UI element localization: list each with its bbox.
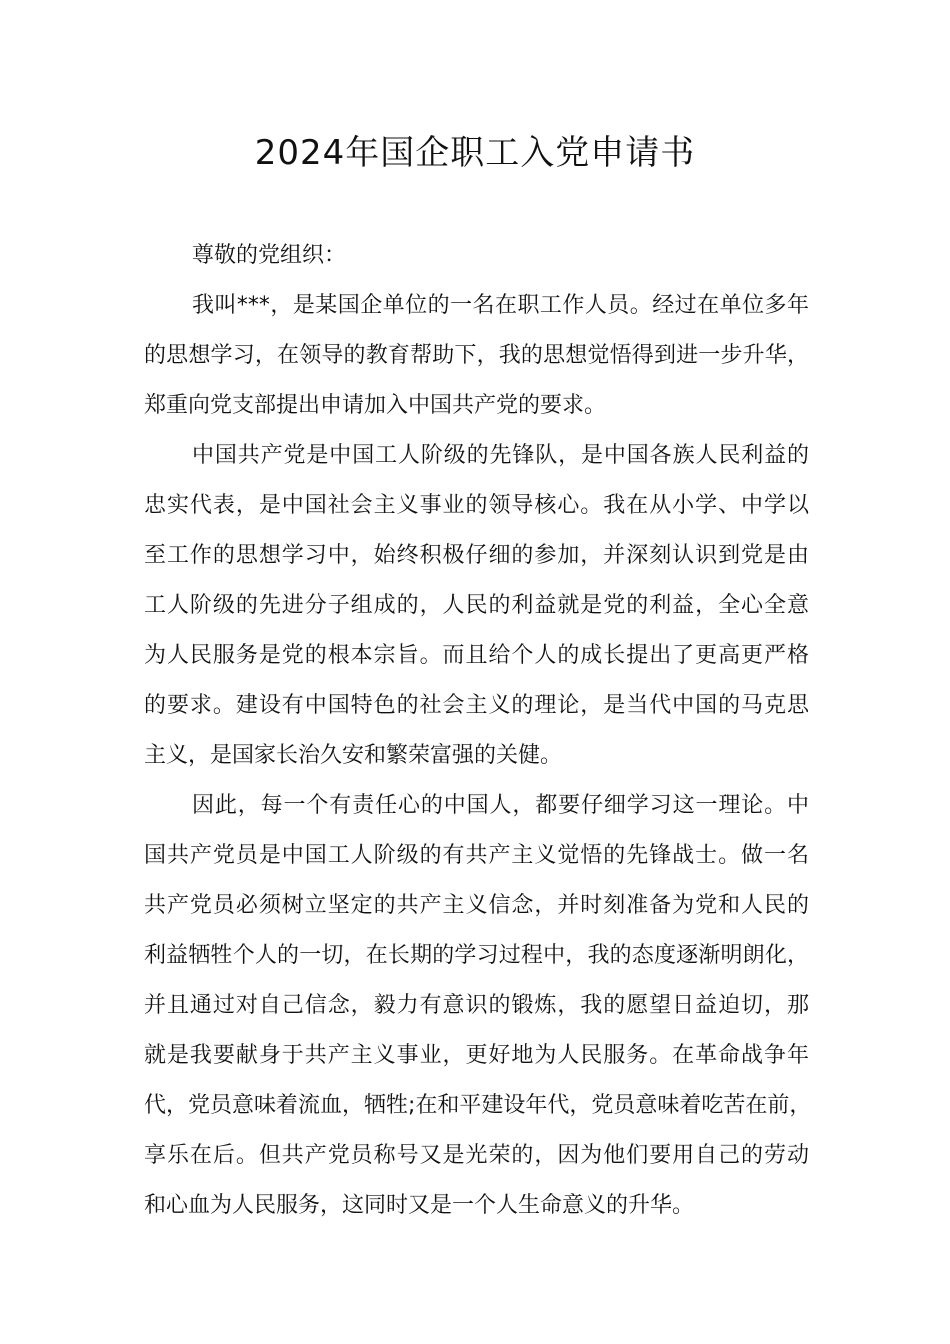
paragraph-line: 并且通过对自己信念，毅力有意识的锻炼，我的愿望日益迫切，那 bbox=[144, 993, 809, 1018]
paragraph-line: 郑重向党支部提出申请加入中国共产党的要求。 bbox=[144, 393, 607, 418]
paragraph-line: 主义，是国家长治久安和繁荣富强的关健。 bbox=[144, 743, 563, 768]
paragraph-line: 国共产党员是中国工人阶级的有共产主义觉悟的先锋战士。做一名 bbox=[144, 843, 809, 868]
salutation: 尊敬的党组织： bbox=[192, 243, 347, 268]
paragraph-line: 利益牺牲个人的一切，在长期的学习过程中，我的态度逐渐明朗化， bbox=[144, 943, 809, 968]
paragraph-line: 共产党员必须树立坚定的共产主义信念，并时刻准备为党和人民的 bbox=[144, 893, 809, 918]
paragraph-line: 就是我要献身于共产主义事业，更好地为人民服务。在革命战争年 bbox=[144, 1043, 809, 1068]
paragraph-line: 代，党员意味着流血，牺牲;在和平建设年代，党员意味着吃苦在前， bbox=[144, 1093, 812, 1118]
paragraph-line: 中国共产党是中国工人阶级的先锋队，是中国各族人民利益的 bbox=[192, 443, 809, 468]
paragraph-line: 和心血为人民服务，这同时又是一个人生命意义的升华。 bbox=[144, 1193, 695, 1218]
paragraph-line: 的思想学习，在领导的教育帮助下，我的思想觉悟得到进一步升华， bbox=[144, 343, 809, 368]
paragraph-line: 我叫***，是某国企单位的一名在职工作人员。经过在单位多年 bbox=[192, 293, 809, 318]
paragraph-2 bbox=[144, 431, 809, 781]
document-body bbox=[144, 231, 812, 1231]
paragraph-line: 至工作的思想学习中，始终积极仔细的参加，并深刻认识到党是由 bbox=[144, 543, 809, 568]
paragraph-line: 享乐在后。但共产党员称号又是光荣的，因为他们要用自己的劳动 bbox=[144, 1143, 809, 1168]
paragraph-line: 的要求。建设有中国特色的社会主义的理论，是当代中国的马克思 bbox=[144, 693, 809, 718]
paragraph-line: 因此，每一个有责任心的中国人，都要仔细学习这一理论。中 bbox=[192, 793, 809, 818]
paragraph-line: 工人阶级的先进分子组成的，人民的利益就是党的利益，全心全意 bbox=[144, 593, 809, 618]
paragraph-1 bbox=[144, 281, 809, 431]
paragraph-line: 为人民服务是党的根本宗旨。而且给个人的成长提出了更高更严格 bbox=[144, 643, 809, 668]
document-title: 2024年国企职工入党申请书 bbox=[254, 133, 696, 173]
paragraph-line: 忠实代表，是中国社会主义事业的领导核心。我在从小学、中学以 bbox=[144, 493, 809, 518]
paragraph-3 bbox=[144, 781, 812, 1231]
